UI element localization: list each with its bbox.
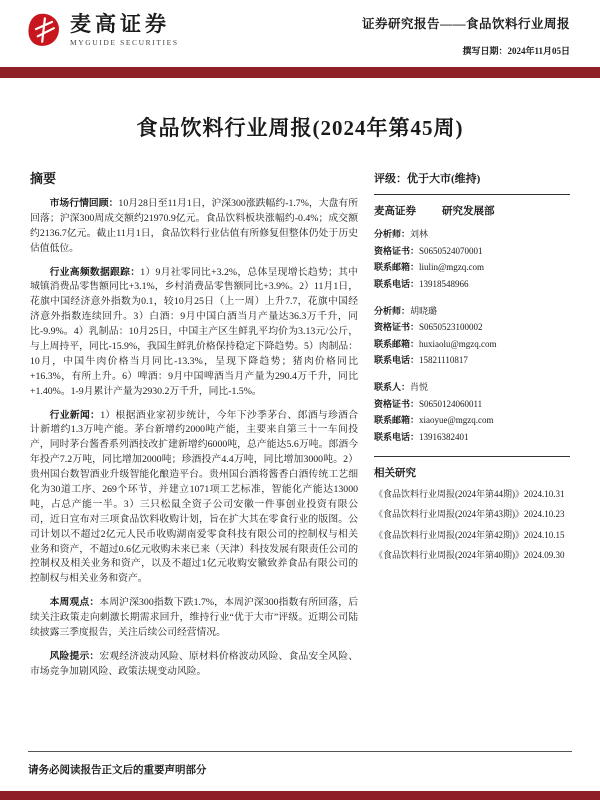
report-date: 撰写日期：2024年11月05日 <box>462 46 570 56</box>
contact-label: 联系电话： <box>374 355 420 366</box>
department-line <box>374 203 570 218</box>
contact-label: 联系邮箱： <box>374 338 420 349</box>
rating-label: 评级：优于大市(维持) <box>374 173 481 185</box>
contact-row <box>374 396 570 413</box>
abstract-heading: 摘要 <box>30 171 57 186</box>
content-columns <box>0 168 600 746</box>
paragraph-text: 本周沪深300指数下跌1.7%，本周沪深300指数有所回落，后续关注政策走向刺激长期需求回升，维持行业“优于大市”评级。近期公司陆续披露三季度报告，关注后续公司经营情况。 <box>30 597 358 639</box>
contact-phone: 13916382401 <box>419 432 469 443</box>
contact-value: 胡晓璐 <box>410 305 438 316</box>
contact-label: 资格证书： <box>374 322 420 333</box>
contact-row <box>374 352 570 369</box>
contact-row <box>374 259 570 276</box>
contact-label: 资格证书： <box>374 245 420 256</box>
brand-name-en: MYGUIDE SECURITIES <box>70 38 179 48</box>
contact-label: 联系邮箱： <box>374 415 420 426</box>
contact-label: 分析师： <box>374 229 411 239</box>
contact-value: S0650523100002 <box>419 322 483 333</box>
contact-value: S0650124060011 <box>419 398 483 409</box>
paragraph-industry-news <box>30 409 358 588</box>
contact-row <box>374 412 570 429</box>
paragraph-text: 1）9月社零同比+3.2%，总体呈现增长趋势；其中城镇消费品零售额同比+3.1%，乡村消费品零售额同比+3.9%。2）11月1日，花旗中国经济意外指数为0.1，较10月25日（上一周）上升7.7，花旗中国经济意外指数连续回升。3）白酒：9月中国白酒当月产量达36.3万千升，同比-9.9%。4）乳制品：10月25日，中国主产区生鲜乳平均价为3.13元/公斤，与上周持平，同比-15.9%，我国生鲜乳价格保持稳定下降趋势。5）肉制品：10月，中国牛肉价格当月同比-13.3%，呈现下降趋势；猪肉价格同比+16.3%，有所上升。6）啤酒：9月中国啤酒当月产量为290.4万千升，同比+1.40%。1-9月累计产量为2930.2万千升，同比-1.5%。 <box>30 266 358 397</box>
contact-label: 联系电话： <box>374 432 420 443</box>
contact-label: 分析师： <box>374 305 411 316</box>
contact-row <box>374 226 570 243</box>
contact-email: huxiaolu@mgzq.com <box>419 338 497 349</box>
paragraph-text: 1）根据酒业家初步统计，今年下沙季茅台、郎酒与珍酒合计新增约1.3万吨产能。茅台新增约2000吨产能，主要来自第三十一车间投产，同时茅台酱香系列酒技改扩建新增约6000吨，总产能达5.6万吨。郎酒今年投产7.2万吨，同比增加2000吨；珍酒投产4.4万吨，同比增加3000吨。2）贵州国台数智酒业升级智能化酿造平台。贵州国台酒将酱香白酒传统工艺细化为30道工序、269个环节，并建立1071项工艺标准，智能化产能达13000吨，占总产能一半。3）三只松鼠全资子公司安徽一件事创业投资有限公司，近日宣布对三项食品饮料收购计划，旨在扩大其在零食行业的版图。公司计划以不超过2亿元人民币收购湖南爱零食科技有限公司的控制权与相关业务和资产，不超过0.6亿元收购未来已来（天津）科技发展有限责任公司的控制权及相关业务和资产，以及不超过1亿元收购安徽致养食品有限公司的控制权与相关业务和资产。 <box>30 409 359 585</box>
contact-phone: 13918548966 <box>419 278 469 289</box>
related-research-item: 《食品饮料行业周报(2024年第40期)》2024.09.30 <box>374 550 565 561</box>
abstract-column <box>30 168 358 746</box>
paragraph-label: 市场行情回顾： <box>49 198 119 209</box>
report-title: 食品饮料行业周报(2024年第45周) <box>136 116 464 140</box>
report-type-label: 证券研究报告——食品饮料行业周报 <box>361 17 570 31</box>
paragraph-label: 风险提示： <box>49 650 100 662</box>
related-research-item: 《食品饮料行业周报(2024年第44期)》2024.10.31 <box>374 488 565 499</box>
contact-row <box>374 429 570 446</box>
paragraph-label: 行业新闻： <box>49 409 101 421</box>
contact-value: 肖悦 <box>410 382 429 393</box>
paragraph-weekly-view <box>30 596 358 641</box>
paragraph-label: 行业高频数据跟踪： <box>49 266 141 278</box>
contact-label: 联系人： <box>374 382 411 393</box>
paragraph-market-review <box>30 197 358 257</box>
header-accent-bar <box>0 67 600 78</box>
contact-label: 联系邮箱： <box>374 262 420 273</box>
contact-email: xiaoyue@mgzq.com <box>419 415 494 426</box>
contact-value: S0650524070001 <box>419 245 483 256</box>
divider <box>374 194 570 195</box>
related-research-item: 《食品饮料行业周报(2024年第43期)》2024.10.23 <box>374 509 565 520</box>
brand-block <box>26 12 179 48</box>
dept-name: 研究发展部 <box>442 206 495 217</box>
contact-row <box>374 336 570 353</box>
contact-row <box>374 379 570 396</box>
contact-row <box>374 303 570 320</box>
footer-accent-bar <box>0 791 600 800</box>
paragraph-industry-data <box>30 266 358 400</box>
contact-person-block <box>374 379 570 446</box>
brand-name-cn: 麦高证券 <box>70 11 170 36</box>
contact-row <box>374 243 570 260</box>
paragraph-text: 宏观经济波动风险、原材料价格波动风险、食品安全风险、市场竞争加剧风险、政策法规变动风险。 <box>30 650 359 677</box>
info-sidebar <box>374 168 570 746</box>
header-right <box>362 12 570 57</box>
paragraph-label: 本周观点： <box>49 597 100 609</box>
brand-text <box>70 13 179 47</box>
paragraph-risk-warning <box>30 650 358 680</box>
contact-label: 资格证书： <box>374 398 420 409</box>
footer-disclaimer: 请务必阅读报告正文后的重要声明部分 <box>28 765 207 776</box>
page-header <box>0 0 600 65</box>
contact-row <box>374 276 570 293</box>
dept-brand: 麦高证券 <box>374 206 416 217</box>
contact-value: 刘林 <box>410 229 429 239</box>
contact-phone: 15821110817 <box>419 355 468 366</box>
myguide-logo-icon <box>26 12 62 48</box>
analyst-block-2 <box>374 303 570 370</box>
paragraph-text: 10月28日至11月1日，沪深300涨跌幅约-1.7%，大盘有所回落；沪深300周成交额约21970.9亿元。食品饮料板块涨幅约-0.4%；成交额约2136.7亿元。截止11月1日，食品饮料行业估值有所修复但整体仍处于历史估值低位。 <box>30 198 359 254</box>
related-research-item: 《食品饮料行业周报(2024年第42期)》2024.10.15 <box>374 529 565 540</box>
contact-row <box>374 319 570 336</box>
divider <box>374 456 570 457</box>
related-research-heading: 相关研究 <box>374 467 416 479</box>
page-footer <box>0 751 600 800</box>
contact-email: liulin@mgzq.com <box>419 262 485 273</box>
analyst-block-1 <box>374 226 570 293</box>
contact-label: 联系电话： <box>374 278 420 289</box>
